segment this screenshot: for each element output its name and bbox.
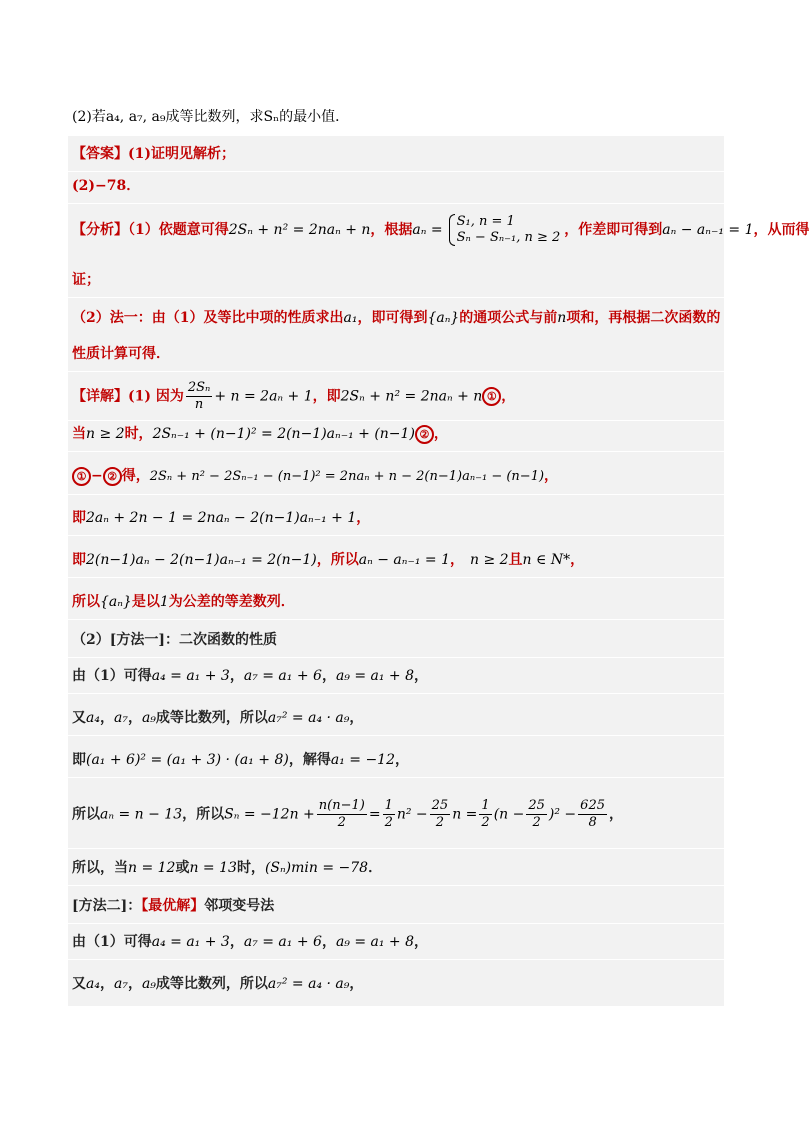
method-note-math: n xyxy=(557,310,567,326)
method-1-math: a₉ xyxy=(141,710,156,726)
method-note-text: 的通项公式与前 xyxy=(459,310,558,326)
fraction-denominator: 2 xyxy=(481,815,490,830)
detail-text: 为公差的等差数列． xyxy=(168,594,295,610)
method-1-math: Sₙ = −12n + xyxy=(224,806,315,823)
detail-text: (1) 因为 xyxy=(128,388,184,405)
method-1-text: 成等比数列，所以 xyxy=(155,710,268,726)
method-1-math: (Sₙ)min = −78 xyxy=(264,860,369,876)
method-1-text: ，所以 xyxy=(182,806,225,823)
detail-text: ， xyxy=(501,388,516,405)
detail-math: n ∈ N* xyxy=(522,552,571,568)
analysis-label: 【分析】 xyxy=(72,222,128,238)
method-1-text: ， xyxy=(349,710,364,726)
method-2-heading: [方法二]： xyxy=(72,898,142,914)
detail-text: 得， xyxy=(121,468,150,484)
fraction-numerator: 625 xyxy=(580,798,605,813)
method-2-text: ， xyxy=(321,934,336,950)
answer-line-1 xyxy=(72,144,722,164)
detail-text: 即 xyxy=(72,552,86,568)
best-solution-tag: 【最优解】 xyxy=(141,898,205,914)
detail-line-3 xyxy=(72,466,722,487)
analysis-math-2: aₙ − aₙ₋₁ = 1 xyxy=(662,222,754,238)
fraction-numerator: 1 xyxy=(481,798,490,813)
fraction-denominator: 8 xyxy=(588,815,597,830)
fraction xyxy=(317,798,367,831)
fraction-denominator: 2 xyxy=(435,815,445,830)
detail-math: 1 xyxy=(159,594,169,610)
analysis-line-2 xyxy=(72,270,722,290)
detail-math: n ≥ 2 xyxy=(86,426,125,442)
method-2-text: ， xyxy=(349,976,364,992)
answer-part-1: (1)证明见解析； xyxy=(128,146,235,162)
method-note-math: {aₙ} xyxy=(427,310,460,326)
method-1-text: 即 xyxy=(72,752,86,768)
fraction-denominator: n xyxy=(194,397,204,412)
method-1-math: a₄ = a₁ + 3 xyxy=(151,668,230,684)
solution-panel xyxy=(68,136,809,1006)
fraction xyxy=(430,798,451,831)
method-1-text: ，解得 xyxy=(288,752,331,768)
detail-text: ， xyxy=(433,426,448,442)
method-1-text: ， xyxy=(395,752,409,768)
detail-math: {aₙ} xyxy=(100,594,132,610)
analysis-line-1 xyxy=(72,214,809,246)
method-2-text: ， xyxy=(229,934,244,950)
detail-text: 是以 xyxy=(131,594,160,610)
method-1-math: (n − xyxy=(493,806,525,823)
detail-math: 2Sₙ + n² − 2Sₙ₋₁ − (n−1)² = 2naₙ + n − 2(n−1)aₙ₋₁ − (n−1) xyxy=(149,469,545,484)
method-1-text: 又 xyxy=(72,710,86,726)
fraction xyxy=(578,798,607,831)
detail-text: − xyxy=(91,468,103,484)
method-1-text: 时， xyxy=(236,860,265,876)
method-1-math: n = xyxy=(452,806,478,823)
method-note-text: 项和，再根据二次函数的 xyxy=(566,310,721,326)
method-note-text: 性质计算可得． xyxy=(72,346,170,362)
method-1-text: 所以 xyxy=(72,806,100,823)
circle-number-1: ① xyxy=(482,387,501,406)
piecewise-case-2: Sₙ − Sₙ₋₁, n ≥ 2 xyxy=(456,230,561,245)
analysis-text: 证； xyxy=(72,272,100,288)
analysis-text: ，根据 xyxy=(370,222,413,238)
detail-text: 当 xyxy=(72,426,86,442)
detail-text: 所以 xyxy=(72,594,100,610)
analysis-math-1: 2Sₙ + n² = 2naₙ + n xyxy=(228,222,371,238)
fraction-denominator: 2 xyxy=(384,815,393,830)
method-2-math: a₇ = a₁ + 6 xyxy=(243,934,322,950)
detail-math: 2Sₙ₋₁ + (n−1)² = 2(n−1)aₙ₋₁ + (n−1) xyxy=(152,426,415,442)
detail-math: + n = 2aₙ + 1 xyxy=(214,388,313,405)
method-2-text: 成等比数列，所以 xyxy=(155,976,268,992)
detail-text: 且 xyxy=(508,552,523,568)
piecewise-case-1: S₁, n = 1 xyxy=(456,214,515,229)
fraction xyxy=(479,798,491,831)
method-1-math: a₇ = a₁ + 6 xyxy=(243,668,322,684)
fraction-numerator: n(n−1) xyxy=(318,798,365,813)
method-2-heading: 邻项变号法 xyxy=(204,898,275,914)
method-1-line-2 xyxy=(72,708,722,728)
method-1-heading: （2）[方法一]：二次函数的性质 xyxy=(72,632,277,648)
analysis-text: （1）依题意可得 xyxy=(128,222,229,238)
method-2-line-1 xyxy=(72,932,722,952)
fraction-numerator: 2Sₙ xyxy=(187,380,211,395)
method-1-text: ， xyxy=(414,668,429,684)
detail-text: 时， xyxy=(124,426,153,442)
detail-text: ，所以 xyxy=(316,552,359,568)
method-1-math: aₙ = n − 13 xyxy=(100,806,183,823)
method-1-text: ， xyxy=(229,668,244,684)
method-1-math: a₇ xyxy=(113,710,128,726)
method-2-math: a₄ xyxy=(86,976,100,992)
method-1-text: 由（1）可得 xyxy=(72,668,152,684)
detail-text: ， xyxy=(449,552,464,568)
detail-line-6 xyxy=(72,592,722,612)
method-2-math: a₉ xyxy=(141,976,156,992)
method-1-text: ， xyxy=(321,668,336,684)
method-1-math: n² − xyxy=(396,806,428,823)
fraction-denominator: 2 xyxy=(337,815,346,830)
method-1-line-3 xyxy=(72,750,722,770)
method-2-text: ， xyxy=(127,976,142,992)
detail-text: ，即 xyxy=(312,388,341,405)
method-2-math: a₄ = a₁ + 3 xyxy=(151,934,230,950)
method-2-text: ， xyxy=(414,934,429,950)
detail-math: n ≥ 2 xyxy=(469,552,509,568)
detail-math: aₙ − aₙ₋₁ = 1 xyxy=(358,552,450,568)
method-2-math: a₇² = a₄ · a₉ xyxy=(267,976,350,992)
method-1-math: a₉ = a₁ + 8 xyxy=(335,668,415,684)
method-1-math: n = 13 xyxy=(189,860,237,876)
method-1-text: 或 xyxy=(175,860,190,876)
detail-line-4 xyxy=(72,508,722,528)
detail-math: 2Sₙ + n² = 2naₙ + n xyxy=(340,388,483,405)
method-note-line-2 xyxy=(72,344,722,364)
detail-math: 2aₙ + 2n − 1 = 2naₙ − 2(n−1)aₙ₋₁ + 1 xyxy=(86,510,357,526)
method-1-line-5 xyxy=(72,858,722,878)
circle-number-2: ② xyxy=(415,425,434,444)
method-2-line-2 xyxy=(72,974,722,994)
analysis-text: ，从而得 xyxy=(753,222,809,238)
method-1-math: a₄ xyxy=(86,710,100,726)
detail-text: ， xyxy=(544,468,559,484)
method-2-math: a₇ xyxy=(113,976,128,992)
method-1-text: ， xyxy=(127,710,142,726)
circle-number-2: ② xyxy=(103,467,122,486)
detail-text: ， xyxy=(570,552,585,568)
method-2-math: a₉ = a₁ + 8 xyxy=(335,934,415,950)
method-1-math: a₇² = a₄ · a₉ xyxy=(267,710,350,726)
fraction-numerator: 25 xyxy=(431,798,449,813)
question-text: (2)若a₄, a₇, a₉成等比数列，求Sₙ的最小值． xyxy=(72,109,350,125)
detail-text: ， xyxy=(356,510,371,526)
detail-math: 2(n−1)aₙ − 2(n−1)aₙ₋₁ = 2(n−1) xyxy=(86,552,317,568)
method-1-line-4 xyxy=(72,798,722,831)
method-2-text: 由（1）可得 xyxy=(72,934,152,950)
fraction-numerator: 1 xyxy=(384,798,393,813)
method-note-text: ，即可得到 xyxy=(357,310,428,326)
answer-part-2: (2)−78． xyxy=(72,178,141,194)
fraction xyxy=(526,798,547,831)
method-1-text: ， xyxy=(99,710,114,726)
analysis-math-lhs: aₙ = xyxy=(412,222,443,238)
method-note-line-1 xyxy=(72,308,722,328)
fraction xyxy=(383,798,395,831)
method-note-math: a₁ xyxy=(343,310,358,326)
method-1-math: a₁ = −12 xyxy=(330,752,395,768)
detail-label: 【详解】 xyxy=(72,388,128,405)
detail-line-1 xyxy=(72,380,722,413)
answer-line-2 xyxy=(72,176,722,196)
method-2-text: 又 xyxy=(72,976,86,992)
fraction-denominator: 2 xyxy=(532,815,541,830)
method-1-text: ． xyxy=(368,860,383,876)
analysis-text: ，作差即可得到 xyxy=(564,222,663,238)
answer-label: 【答案】 xyxy=(72,146,128,162)
method-1-math: (a₁ + 6)² = (a₁ + 3) · (a₁ + 8) xyxy=(86,752,289,768)
method-2-title xyxy=(72,896,722,916)
method-1-line-1 xyxy=(72,666,722,686)
method-1-math: n = 12 xyxy=(128,860,176,876)
detail-text: 即 xyxy=(72,510,86,526)
method-1-math: )² − xyxy=(548,806,577,823)
method-note-text: （2）法一：由（1）及等比中项的性质求出 xyxy=(72,310,344,326)
fraction xyxy=(186,380,212,413)
method-1-title xyxy=(72,630,722,650)
fraction-numerator: 25 xyxy=(528,798,545,813)
circle-number-1: ① xyxy=(72,467,91,486)
method-1-text: ， xyxy=(609,806,623,823)
method-2-text: ， xyxy=(99,976,114,992)
method-1-math: = xyxy=(368,806,381,823)
method-1-text: 所以，当 xyxy=(72,860,128,876)
detail-line-2 xyxy=(72,424,722,444)
detail-line-5 xyxy=(72,550,722,570)
piecewise-brace xyxy=(447,214,561,246)
